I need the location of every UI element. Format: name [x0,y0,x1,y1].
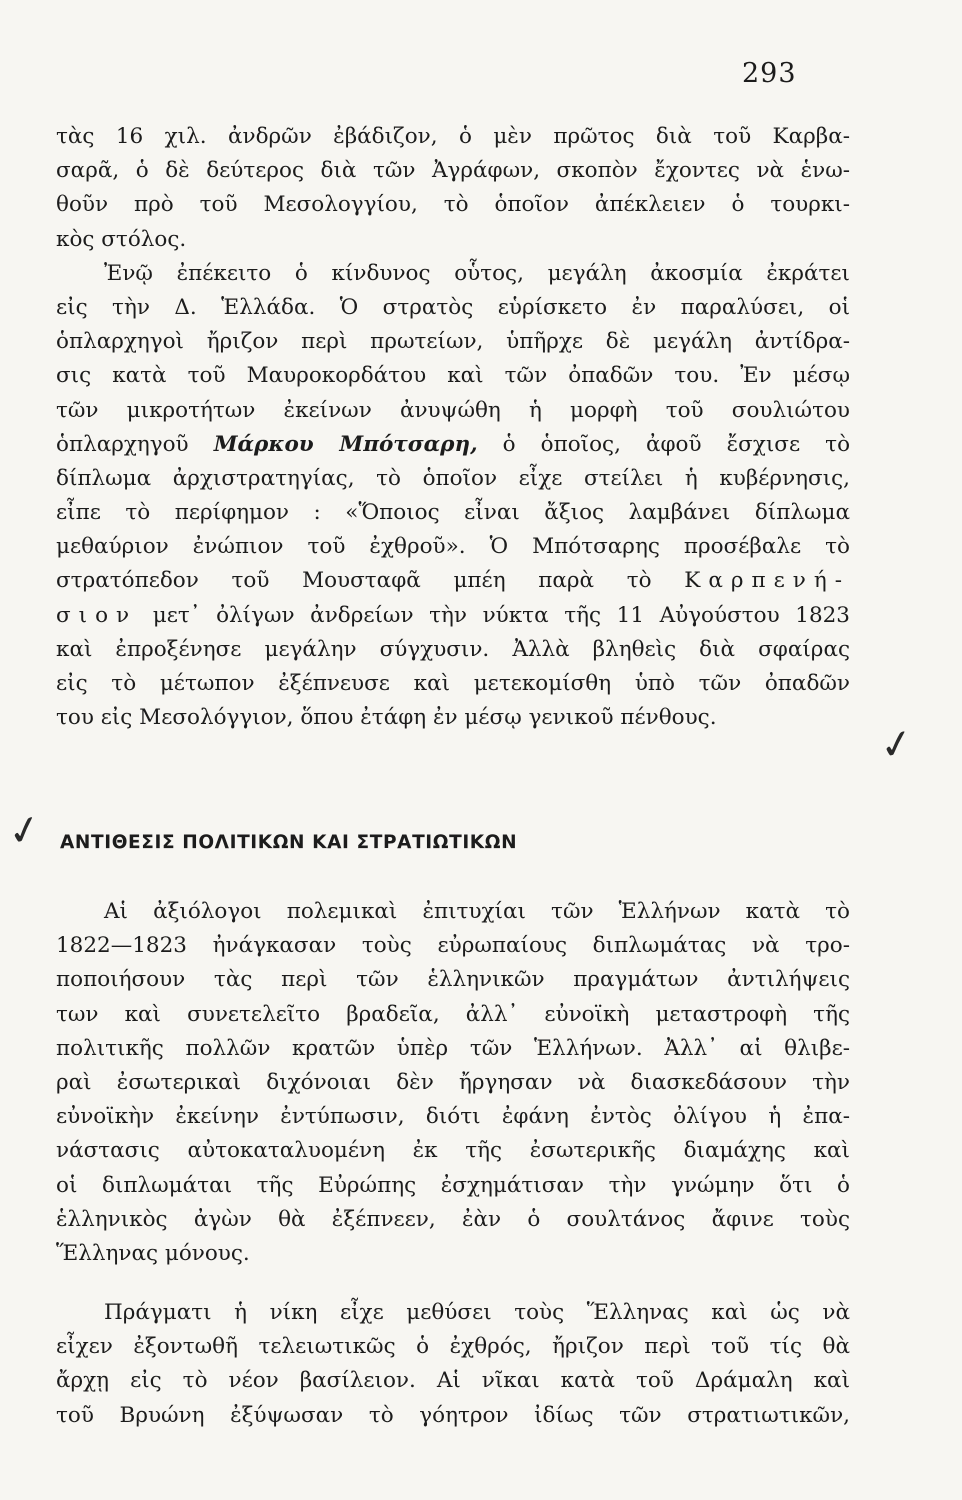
text-line [56,1364,850,1398]
line-text: πολιτικῆς πολλῶν κρατῶν ὑπὲρ τῶν Ἑλλήνων. Ἀλλ᾿ αἱ θλιβε- [56,1035,850,1061]
line-text: εἰς τὸ μέτωπον ἐξέπνευσε καὶ μετεκομίσθη ὑπὸ τῶν ὀπαδῶν [56,671,850,696]
spaced-place-name: Καρπενή- [684,568,850,594]
line-text: εὐνοϊκὴν ἐκείνην ἐντύπωσιν, διότι ἐφάνη ἐντὸς ὀλίγου ἡ ἐπα- [56,1104,850,1130]
line-text: καὶ ἐπροξένησε μεγάλην σύγχυσιν. Ἀλλὰ βληθεὶς διὰ σφαίρας [56,636,850,662]
paragraph-block-3 [56,1296,850,1433]
line-text: ραὶ ἐσωτερικαὶ διχόνοιαι δὲν ἤργησαν νὰ διασκεδάσουν τὴν [56,1069,850,1095]
line-text: ἄρχῃ εἰς τὸ νέον βασίλειον. Αἱ νῖκαι κατὰ τοῦ Δράμαλη καὶ [56,1368,850,1394]
section-heading: ΑΝΤΙΘΕΣΙΣ ΠΟΛΙΤΙΚΩΝ ΚΑΙ ΣΤΡΑΤΙΩΤΙΚΩΝ [60,832,518,853]
text-line [56,929,850,963]
text-line [56,998,850,1032]
line-text: τοῦ Βρυώνη ἐξύψωσαν τὸ γόητρον ἰδίως τῶν στρατιωτικῶν, [56,1402,850,1428]
text-line [56,223,850,257]
line-text: Ἐνῷ ἐπέκειτο ὁ κίνδυνος οὗτος, μεγάλη ἀκοσμία ἐκράτει [104,260,850,286]
line-text: εἶχεν ἐξοντωθῆ τελειωτικῶς ὁ ἐχθρός, ἤριζον περὶ τοῦ τίς θὰ [56,1334,850,1360]
line-text: μεθαύριον ἐνώπιον τοῦ ἐχθροῦ». Ὁ Μπότσαρης προσέβαλε τὸ [56,534,850,560]
page-number: 293 [742,58,797,89]
line-text: ὁ ὁποῖος, ἀφοῦ ἔσχισε τὸ [477,431,850,457]
person-name: Μάρκου Μπότσαρη, [213,431,478,457]
line-text: 1822—1823 ἠνάγκασαν τοὺς εὐρωπαίους διπλωμάτας νὰ τρο- [56,933,850,959]
text-line [56,1169,850,1203]
line-text: ἑλληνικὸς ἀγὼν θὰ ἐξέπνεεν, ἐὰν ὁ σουλτάνος ἄφινε τοὺς [56,1206,850,1232]
text-line [56,564,850,598]
text-line [56,462,850,496]
text-line [56,667,850,701]
line-text: τὰς 16 χιλ. ἀνδρῶν ἐβάδιζον, ὁ μὲν πρῶτος διὰ τοῦ Καρβα- [56,124,850,149]
line-text: των καὶ συνετελεῖτο βραδεῖα, ἀλλ᾿ εὐνοϊκὴ μεταστροφὴ τῆς [56,1001,850,1027]
line-text: σις κατὰ τοῦ Μαυροκορδάτου καὶ τῶν ὀπαδῶν του. Ἐν μέσῳ [56,363,850,389]
text-line [56,1066,850,1100]
spaced-place-name: σιον [56,602,138,628]
line-text: μετ᾿ ὀλίγων ἀνδρείων τὴν νύκτα τῆς 11 Αὐγούστου 1823 [137,602,850,628]
text-line [56,257,850,291]
text-line [56,291,850,325]
paragraph-block-1 [56,120,850,735]
text-line [56,1330,850,1364]
text-line [56,120,850,154]
line-text: εἰς τὴν Δ. Ἑλλάδα. Ὁ στρατὸς εὑρίσκετο ἐν παραλύσει, οἱ [56,294,850,320]
text-line [56,1399,850,1433]
line-text: οἱ διπλωμάται τῆς Εὐρώπης ἐσχημάτισαν τὴν γνώμην ὅτι ὁ [56,1172,850,1198]
text-line [56,701,850,735]
line-text: εἶπε τὸ περίφημον : «Ὅποιος εἶναι ἄξιος λαμβάνει δίπλωμα [56,500,850,526]
margin-checkmark-icon: ✓ [3,805,46,857]
text-line [56,530,850,564]
line-text: νάστασις αὐτοκαταλυομένη ἐκ τῆς ἐσωτερικῆς διαμάχης καὶ [56,1138,850,1164]
text-line [56,188,850,222]
line-text: Αἱ ἀξιόλογοι πολεμικαὶ ἐπιτυχίαι τῶν Ἑλλήνων κατὰ τὸ [104,899,850,924]
line-text: τῶν μικροτήτων ἐκείνων ἀνυψώθη ἡ μορφὴ τοῦ σουλιώτου [56,397,850,423]
text-line [56,1296,850,1330]
margin-checkmark-icon: ✓ [876,719,918,771]
line-text: στρατόπεδον τοῦ Μουσταφᾶ μπέη παρὰ τὸ [56,568,685,594]
line-text: θοῦν πρὸ τοῦ Μεσολογγίου, τὸ ὁποῖον ἀπέκλειεν ὁ τουρκι- [56,192,850,218]
line-text: Ἕλληνας μόνους. [56,1240,250,1266]
text-line [56,1237,850,1271]
text-line [56,496,850,530]
text-line [56,325,850,359]
text-line [56,1203,850,1237]
line-text: Πράγματι ἡ νίκη εἶχε μεθύσει τοὺς Ἕλληνας καὶ ὡς νὰ [104,1300,850,1325]
text-line [56,1100,850,1134]
text-line [56,1032,850,1066]
line-text: σαρᾶ, ὁ δὲ δεύτερος διὰ τῶν Ἀγράφων, σκοπὸν ἔχοντες νὰ ἑνω- [56,158,850,184]
line-text: κὸς στόλος. [56,226,187,252]
text-line [56,1134,850,1168]
text-line [56,633,850,667]
line-text: δίπλωμα ἀρχιστρατηγίας, τὸ ὁποῖον εἶχε στείλει ἡ κυβέρνησις, [56,465,850,491]
paragraph-block-2 [56,895,850,1271]
line-text: ποποιήσουν τὰς περὶ τῶν ἑλληνικῶν πραγμάτων ἀντιλήψεις [56,967,850,993]
text-line [56,394,850,428]
text-line [56,599,850,633]
line-text: του εἰς Μεσολόγγιον, ὅπου ἐτάφη ἐν μέσῳ γενικοῦ πένθους. [56,705,717,731]
text-line [56,428,850,462]
text-line [56,359,850,393]
text-line [56,154,850,188]
line-text: ὁπλαρχηγοῦ [56,431,214,457]
line-text: ὁπλαρχηγοὶ ἤριζον περὶ πρωτείων, ὑπῆρχε δὲ μεγάλη ἀντίδρα- [56,329,850,355]
text-line [56,963,850,997]
text-line [56,895,850,929]
